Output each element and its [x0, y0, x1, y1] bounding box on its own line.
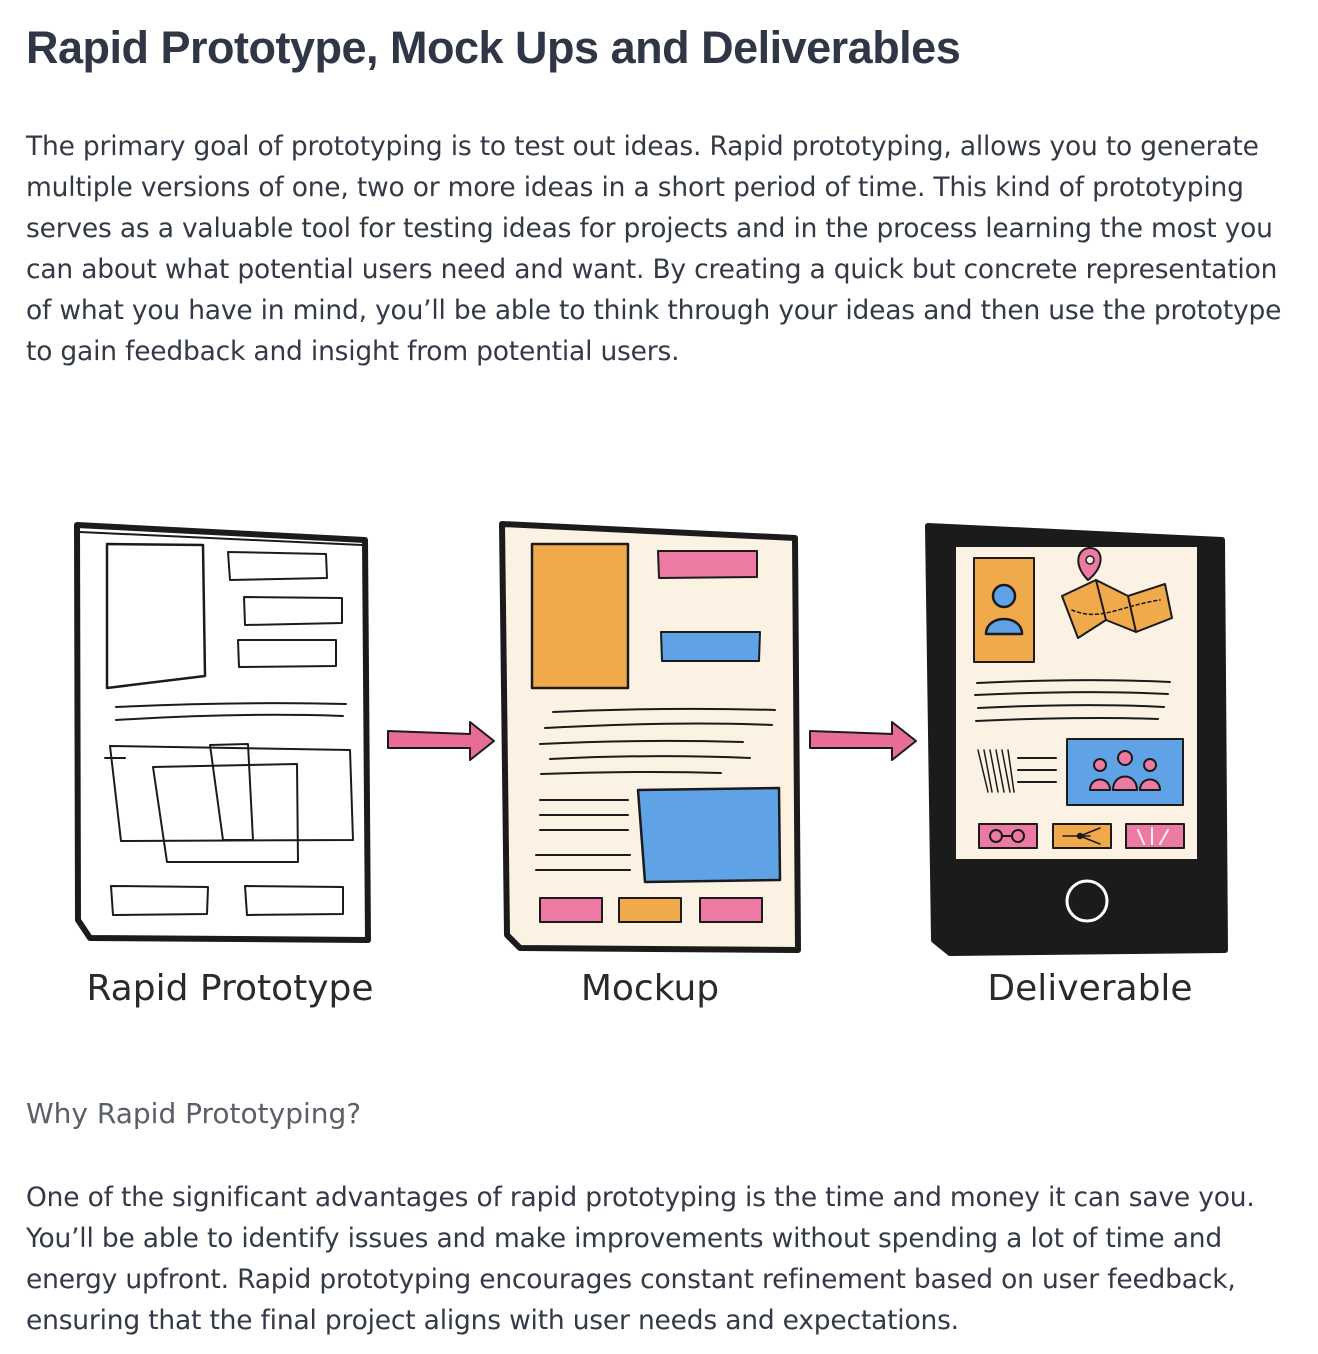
prototype-process-illustration: [60, 510, 1240, 1030]
second-paragraph: One of the significant advantages of rapid prototyping is the time and money it can save you. You’ll be able to identify issues and make improvements without spending a lot of time and energy upfront. Rapid prototyping encourages constant refinement based on user feedback, ensuring that the final project aligns with user needs and expectations.: [26, 1182, 1255, 1336]
wireframe-sketch: [77, 525, 368, 940]
page-title: Rapid Prototype, Mock Ups and Deliverables: [26, 22, 961, 73]
illustration-svg: [60, 510, 1240, 970]
mockup-sketch: [502, 524, 798, 950]
section-subheading: Why Rapid Prototyping?: [26, 1097, 362, 1130]
arrow-right-icon: [810, 722, 916, 760]
caption-deliverable: Deliverable: [987, 968, 1193, 1009]
arrow-right-icon: [388, 722, 494, 760]
caption-rapid-prototype: Rapid Prototype: [86, 968, 374, 1009]
caption-mockup: Mockup: [580, 968, 720, 1009]
intro-paragraph: The primary goal of prototyping is to test out ideas. Rapid prototyping, allows you to generate multiple versions of one, two or more ideas in a short period of time. This kind of prototyping serves as a valuable tool for testing ideas for projects and in the process learning the most you can about what potential users need and want. By creating a quick but concrete representation of what you have in mind, you’ll be able to think through your ideas and then use the prototype to gain feedback and insight from potential users.: [26, 131, 1282, 367]
tablet-device: [928, 526, 1225, 953]
